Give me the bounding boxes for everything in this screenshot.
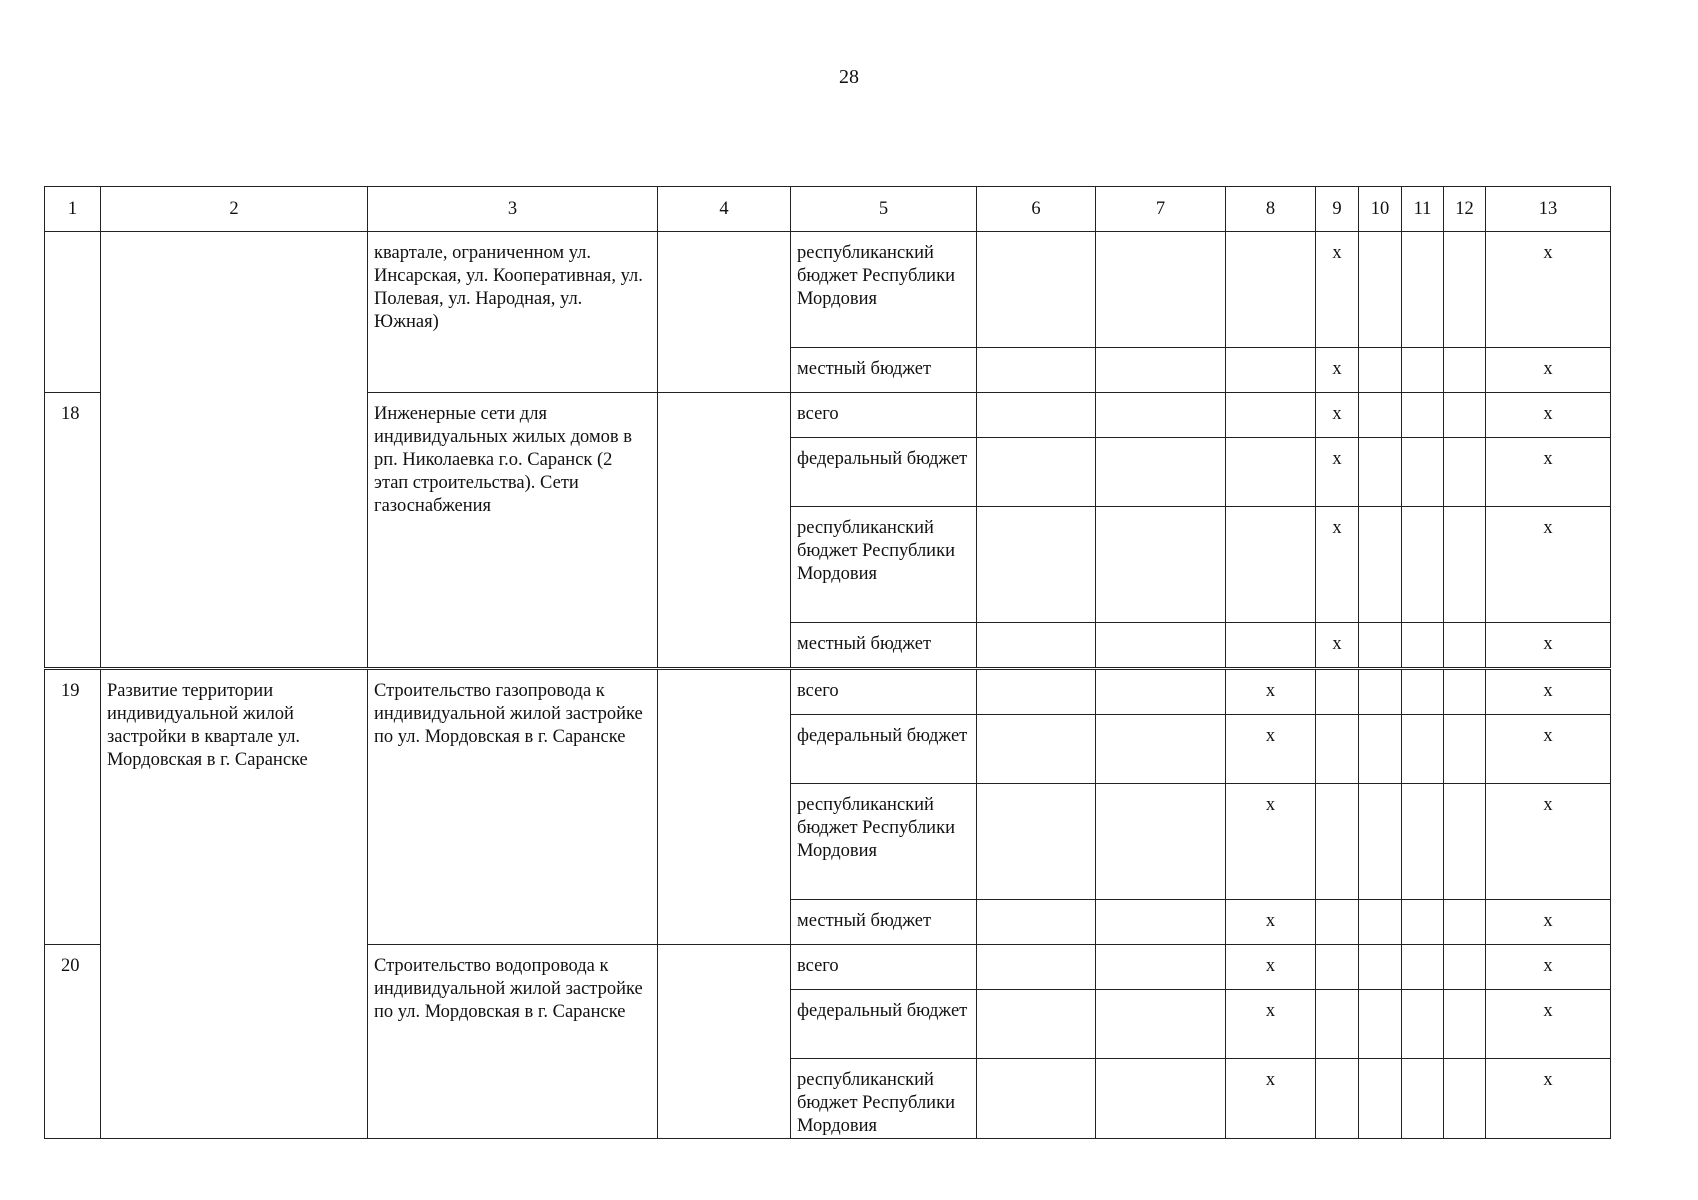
project-cell bbox=[101, 232, 368, 668]
empty-cell bbox=[977, 438, 1096, 507]
empty-cell bbox=[1359, 348, 1402, 393]
funding-source-cell: республиканский бюджет Республики Мордовия bbox=[791, 507, 977, 623]
empty-cell bbox=[1359, 945, 1402, 990]
mark-cell: х bbox=[1226, 945, 1316, 990]
mark-cell: х bbox=[1226, 900, 1316, 945]
empty-cell bbox=[977, 900, 1096, 945]
empty-cell bbox=[977, 945, 1096, 990]
empty-cell bbox=[1096, 623, 1226, 668]
row-number-cell: 19 bbox=[45, 670, 101, 945]
empty-cell bbox=[658, 670, 791, 945]
funding-source-cell: федеральный бюджет bbox=[791, 438, 977, 507]
empty-cell bbox=[1402, 623, 1444, 668]
empty-cell bbox=[1444, 232, 1486, 348]
empty-cell bbox=[977, 393, 1096, 438]
empty-cell bbox=[1096, 232, 1226, 348]
empty-cell bbox=[1402, 670, 1444, 715]
empty-cell bbox=[1402, 784, 1444, 900]
empty-cell bbox=[1359, 232, 1402, 348]
empty-cell bbox=[1444, 438, 1486, 507]
empty-cell bbox=[1096, 715, 1226, 784]
header-cell: 11 bbox=[1402, 187, 1444, 232]
header-cell: 9 bbox=[1316, 187, 1359, 232]
funding-source-cell: местный бюджет bbox=[791, 348, 977, 393]
funding-source-cell: всего bbox=[791, 945, 977, 990]
empty-cell bbox=[658, 945, 791, 1139]
empty-cell bbox=[1096, 945, 1226, 990]
object-name-cell: Инженерные сети для индивидуальных жилых домов в рп. Николаевка г.о. Саранск (2 этап строительства). Сети газоснабжения bbox=[368, 393, 658, 668]
mark-cell: х bbox=[1316, 393, 1359, 438]
empty-cell bbox=[1359, 900, 1402, 945]
budget-table-lower bbox=[44, 669, 1611, 1139]
mark-cell: х bbox=[1316, 348, 1359, 393]
empty-cell bbox=[1359, 1059, 1402, 1139]
empty-cell bbox=[1359, 438, 1402, 507]
row-number-cell: 20 bbox=[45, 945, 101, 1139]
mark-cell: х bbox=[1486, 990, 1611, 1059]
empty-cell bbox=[658, 232, 791, 393]
mark-cell: х bbox=[1486, 348, 1611, 393]
empty-cell bbox=[977, 507, 1096, 623]
empty-cell bbox=[1359, 393, 1402, 438]
empty-cell bbox=[977, 670, 1096, 715]
mark-cell: х bbox=[1486, 393, 1611, 438]
row-number-cell: 18 bbox=[45, 393, 101, 668]
empty-cell bbox=[1402, 393, 1444, 438]
mark-cell: х bbox=[1486, 507, 1611, 623]
funding-source-cell: республиканский бюджет Республики Мордовия bbox=[791, 1059, 977, 1139]
empty-cell bbox=[977, 990, 1096, 1059]
empty-cell bbox=[1444, 900, 1486, 945]
header-cell: 1 bbox=[45, 187, 101, 232]
funding-source-cell: республиканский бюджет Республики Мордовия bbox=[791, 232, 977, 348]
empty-cell bbox=[977, 348, 1096, 393]
project-cell: Развитие территории индивидуальной жилой застройки в квартале ул. Мордовская в г. Саранске bbox=[101, 670, 368, 1139]
mark-cell: х bbox=[1486, 623, 1611, 668]
empty-cell bbox=[1359, 990, 1402, 1059]
header-cell: 13 bbox=[1486, 187, 1611, 232]
page-number: 28 bbox=[839, 66, 859, 88]
empty-cell bbox=[1402, 232, 1444, 348]
empty-cell bbox=[1316, 900, 1359, 945]
empty-cell bbox=[1444, 348, 1486, 393]
mark-cell: х bbox=[1226, 784, 1316, 900]
mark-cell: х bbox=[1486, 438, 1611, 507]
empty-cell bbox=[977, 784, 1096, 900]
object-name-cell: квартале, ограниченном ул. Инсарская, ул. Кооперативная, ул. Полевая, ул. Народная, ул. Южная) bbox=[368, 232, 658, 393]
empty-cell bbox=[977, 715, 1096, 784]
empty-cell bbox=[1316, 945, 1359, 990]
empty-cell bbox=[1096, 1059, 1226, 1139]
empty-cell bbox=[1226, 438, 1316, 507]
empty-cell bbox=[1444, 715, 1486, 784]
empty-cell bbox=[1096, 784, 1226, 900]
mark-cell: х bbox=[1226, 1059, 1316, 1139]
table-row bbox=[45, 670, 1611, 715]
funding-source-cell: республиканский бюджет Республики Мордовия bbox=[791, 784, 977, 900]
empty-cell bbox=[1226, 348, 1316, 393]
object-name-cell: Строительство газопровода к индивидуальной жилой застройке по ул. Мордовская в г. Саранске bbox=[368, 670, 658, 945]
table-row bbox=[45, 232, 1611, 348]
mark-cell: х bbox=[1486, 715, 1611, 784]
empty-cell bbox=[1359, 623, 1402, 668]
empty-cell bbox=[1316, 715, 1359, 784]
funding-source-cell: федеральный бюджет bbox=[791, 990, 977, 1059]
empty-cell bbox=[977, 623, 1096, 668]
mark-cell: х bbox=[1486, 900, 1611, 945]
empty-cell bbox=[1444, 990, 1486, 1059]
empty-cell bbox=[1444, 670, 1486, 715]
empty-cell bbox=[1359, 507, 1402, 623]
empty-cell bbox=[1402, 438, 1444, 507]
budget-table bbox=[44, 186, 1611, 668]
funding-source-cell: федеральный бюджет bbox=[791, 715, 977, 784]
empty-cell bbox=[1226, 623, 1316, 668]
funding-source-cell: местный бюджет bbox=[791, 623, 977, 668]
empty-cell bbox=[1444, 393, 1486, 438]
mark-cell: х bbox=[1316, 438, 1359, 507]
funding-source-cell: всего bbox=[791, 393, 977, 438]
empty-cell bbox=[1226, 507, 1316, 623]
mark-cell: х bbox=[1226, 715, 1316, 784]
funding-source-cell: местный бюджет bbox=[791, 900, 977, 945]
mark-cell: х bbox=[1486, 670, 1611, 715]
empty-cell bbox=[1444, 507, 1486, 623]
header-cell: 8 bbox=[1226, 187, 1316, 232]
mark-cell: х bbox=[1226, 670, 1316, 715]
empty-cell bbox=[1226, 393, 1316, 438]
empty-cell bbox=[1402, 900, 1444, 945]
header-row bbox=[45, 187, 1611, 232]
empty-cell bbox=[1316, 1059, 1359, 1139]
header-cell: 12 bbox=[1444, 187, 1486, 232]
funding-source-cell: всего bbox=[791, 670, 977, 715]
header-cell: 7 bbox=[1096, 187, 1226, 232]
empty-cell bbox=[1402, 348, 1444, 393]
mark-cell: х bbox=[1486, 1059, 1611, 1139]
mark-cell: х bbox=[1486, 784, 1611, 900]
empty-cell bbox=[1096, 438, 1226, 507]
mark-cell: х bbox=[1316, 623, 1359, 668]
empty-cell bbox=[1096, 348, 1226, 393]
empty-cell bbox=[1444, 1059, 1486, 1139]
empty-cell bbox=[1444, 784, 1486, 900]
empty-cell bbox=[977, 232, 1096, 348]
empty-cell bbox=[658, 393, 791, 668]
empty-cell bbox=[1402, 1059, 1444, 1139]
header-cell: 2 bbox=[101, 187, 368, 232]
mark-cell: х bbox=[1226, 990, 1316, 1059]
empty-cell bbox=[1316, 784, 1359, 900]
header-cell: 5 bbox=[791, 187, 977, 232]
mark-cell: х bbox=[1486, 232, 1611, 348]
empty-cell bbox=[1359, 670, 1402, 715]
empty-cell bbox=[1316, 990, 1359, 1059]
mark-cell: х bbox=[1316, 507, 1359, 623]
empty-cell bbox=[1444, 945, 1486, 990]
empty-cell bbox=[1444, 623, 1486, 668]
object-name-cell: Строительство водопровода к индивидуальной жилой застройке по ул. Мордовская в г. Саранске bbox=[368, 945, 658, 1139]
empty-cell bbox=[1096, 990, 1226, 1059]
empty-cell bbox=[1096, 507, 1226, 623]
empty-cell bbox=[1359, 715, 1402, 784]
empty-cell bbox=[1402, 990, 1444, 1059]
empty-cell bbox=[1096, 900, 1226, 945]
empty-cell bbox=[1226, 232, 1316, 348]
empty-cell bbox=[1359, 784, 1402, 900]
empty-cell bbox=[1096, 670, 1226, 715]
header-cell: 4 bbox=[658, 187, 791, 232]
header-cell: 3 bbox=[368, 187, 658, 232]
empty-cell bbox=[977, 1059, 1096, 1139]
empty-cell bbox=[1402, 507, 1444, 623]
mark-cell: х bbox=[1316, 232, 1359, 348]
header-cell: 10 bbox=[1359, 187, 1402, 232]
mark-cell: х bbox=[1486, 945, 1611, 990]
empty-cell bbox=[1402, 945, 1444, 990]
empty-cell bbox=[1316, 670, 1359, 715]
row-number-cell bbox=[45, 232, 101, 393]
empty-cell bbox=[1096, 393, 1226, 438]
empty-cell bbox=[1402, 715, 1444, 784]
header-cell: 6 bbox=[977, 187, 1096, 232]
